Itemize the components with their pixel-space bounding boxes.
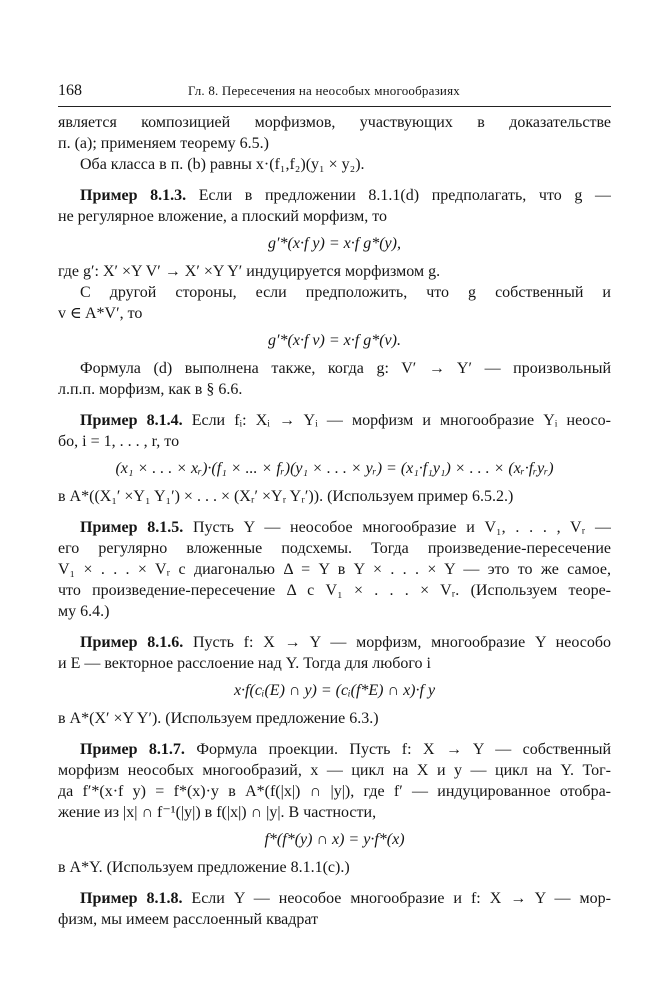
text-line: жение из |x| ∩ f⁻¹(|y|) в f(|x|) ∩ |y|. В частности,	[58, 804, 377, 821]
text-line: что произведение-пересечение Δ с V₁ × . . . × Vᵣ. (Используем теоре-	[58, 582, 611, 599]
example-8-1-4-start: Пример 8.1.4. Если fᵢ: Xᵢ → Yᵢ — морфизм и многообразие Yᵢ неосо-	[80, 412, 611, 429]
text-line: V₁ × . . . × Vᵣ с диагональю Δ = Y в Y × . . . × Y — это то же самое,	[58, 561, 611, 578]
text-line: и E — векторное расслоение над Y. Тогда для любого i	[58, 655, 431, 672]
display-formula: g′*(x·f v) = x·f g*(v).	[268, 332, 401, 349]
example-8-1-8-start: Пример 8.1.8. Если Y — неособое многообразие и f: X → Y — мор-	[80, 890, 611, 907]
text-line: Формула (d) выполнена также, когда g: V′ → Y′ — произвольный	[80, 360, 611, 377]
text-line: v ∈ A*V′, то	[58, 305, 143, 322]
text-line: морфизм неособых многообразий, x — цикл на X и y — цикл на Y. Тог-	[58, 762, 611, 779]
page-body	[58, 112, 611, 930]
example-label: Пример 8.1.4.	[80, 412, 183, 429]
text-line: му 6.4.)	[58, 603, 110, 620]
text-line: бо, i = 1, . . . , r, то	[58, 433, 180, 450]
example-8-1-6-start: Пример 8.1.6. Пусть f: X → Y — морфизм, многообразие Y неособо	[80, 634, 611, 651]
text-line: в A*(X′ ×Y Y′). (Используем предложение 6.3.)	[58, 710, 379, 727]
display-formula: x·f(cᵢ(E) ∩ y) = (cᵢ(f*E) ∩ x)·f y	[233, 682, 436, 699]
page-number: 168	[58, 82, 82, 99]
example-label: Пример 8.1.3.	[80, 187, 187, 204]
text-line: п. (а); применяем теорему 6.5.)	[58, 135, 269, 152]
example-8-1-3-start: Пример 8.1.3. Если в предложении 8.1.1(d) предполагать, что g —	[80, 187, 611, 204]
text-line: где g′: X′ ×Y V′ → X′ ×Y Y′ индуцируется морфизмом g.	[58, 263, 441, 280]
text-line: л.п.п. морфизм, как в § 6.6.	[58, 381, 243, 398]
page-header	[58, 80, 608, 104]
display-formula: (x₁ × . . . × xᵣ)·(f₁ × ... × fᵣ)(y₁ × . . . × yᵣ) = (x₁·f₁y₁) × . . . × (xᵣ·fᵣyᵣ)	[115, 460, 554, 477]
display-formula: g′*(x·f y) = x·f g*(y),	[268, 235, 401, 252]
text-line: является композицией морфизмов, участвующих в доказательстве	[58, 114, 611, 131]
text-line: Оба класса в п. (b) равны x·(f₁,f₂)(y₁ × y₂).	[80, 156, 365, 173]
text-line: не регулярное вложение, а плоский морфизм, то	[58, 208, 388, 225]
display-formula: f*(f*(y) ∩ x) = y·f*(x)	[264, 831, 405, 848]
header-rule	[58, 106, 611, 107]
text-line: в A*Y. (Используем предложение 8.1.1(c).)	[58, 859, 350, 876]
text-line: в A*((X₁′ ×Y₁ Y₁′) × . . . × (Xᵣ′ ×Yᵣ Yᵣ′)). (Используем пример 6.5.2.)	[58, 488, 514, 505]
text-line: физм, мы имеем расслоенный квадрат	[58, 911, 319, 928]
example-label: Пример 8.1.6.	[80, 634, 184, 651]
example-label: Пример 8.1.5.	[80, 519, 184, 536]
example-8-1-5-start: Пример 8.1.5. Пусть Y — неособое многообразие и V₁, . . . , Vᵣ —	[80, 519, 611, 536]
text-line: да f′*(x·f y) = f*(x)·y в A*(f(|x|) ∩ |y|), где f′ — индуцированное отобра-	[58, 783, 611, 800]
running-head: Гл. 8. Пересечения на неособых многообразиях	[188, 83, 460, 98]
example-8-1-7-start: Пример 8.1.7. Формула проекции. Пусть f: X → Y — собственный	[80, 741, 611, 758]
text-line: его регулярно вложенные подсхемы. Тогда произведение-пересечение	[58, 540, 611, 557]
example-label: Пример 8.1.7.	[80, 741, 185, 758]
example-label: Пример 8.1.8.	[80, 890, 183, 907]
text-line: С другой стороны, если предположить, что g собственный и	[80, 284, 611, 301]
